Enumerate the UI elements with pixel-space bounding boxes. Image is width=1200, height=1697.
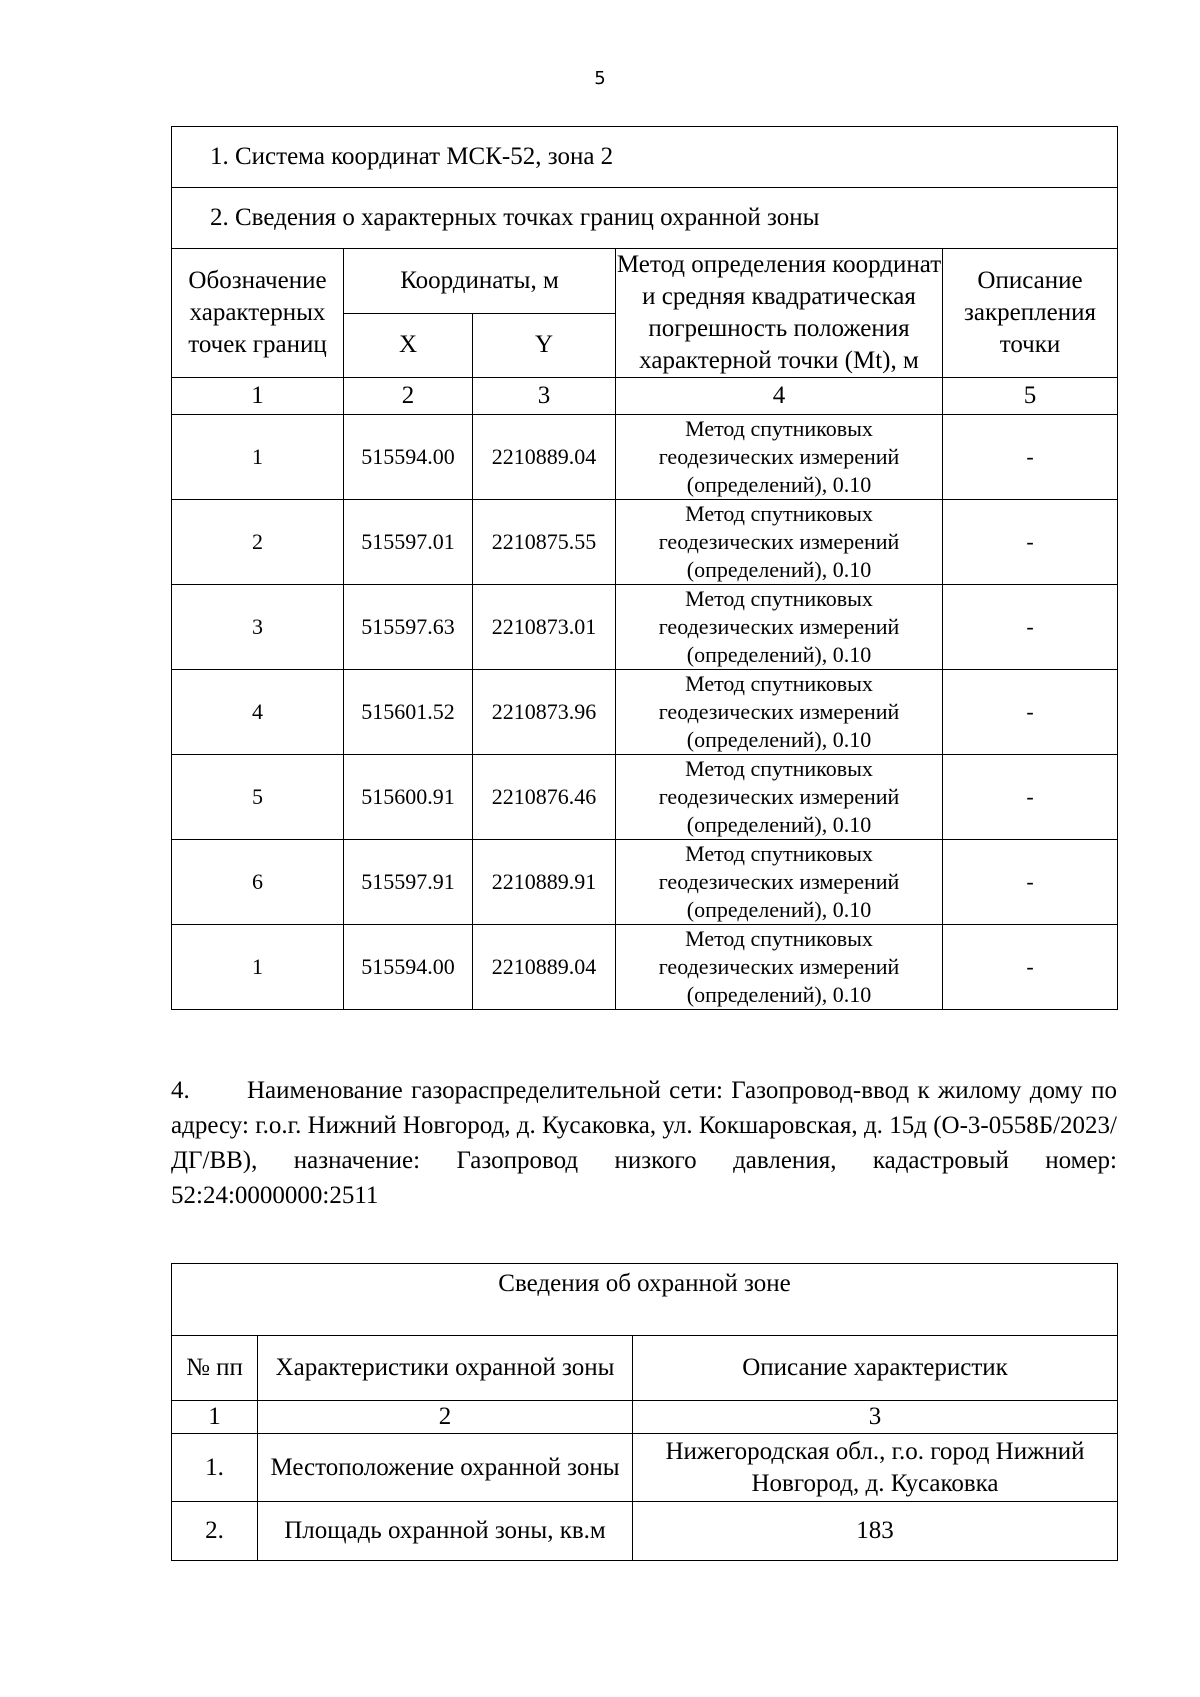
method-line: Метод спутниковых xyxy=(685,501,873,526)
method-line: (определений), 0.10 xyxy=(686,642,872,667)
table-row xyxy=(172,585,1118,670)
coord-y: 2210889.04 xyxy=(473,925,616,1010)
protection-zone-table xyxy=(171,1263,1118,1561)
method-line: геодезических измерений xyxy=(658,869,900,894)
boundary-points-heading: 2. Сведения о характерных точках границ охранной зоны xyxy=(172,188,1118,249)
header-x: X xyxy=(344,313,473,378)
point-id: 1 xyxy=(172,925,344,1010)
coord-x: 515594.00 xyxy=(344,925,473,1010)
method-line: Метод спутниковых xyxy=(685,756,873,781)
point-id: 3 xyxy=(172,585,344,670)
point-id: 1 xyxy=(172,415,344,500)
characteristic-name: Местоположение охранной зоны xyxy=(258,1434,633,1502)
characteristic-value: Нижегородская обл., г.о. город Нижний Новгород, д. Кусаковка xyxy=(633,1434,1118,1502)
table-row xyxy=(172,840,1118,925)
coord-x: 515594.00 xyxy=(344,415,473,500)
method-cell xyxy=(616,925,943,1010)
characteristic-name: Площадь охранной зоны, кв.м xyxy=(258,1502,633,1561)
coord-y: 2210875.55 xyxy=(473,500,616,585)
table-row xyxy=(172,755,1118,840)
fixing-description: - xyxy=(943,500,1118,585)
method-line: геодезических измерений xyxy=(658,444,900,469)
method-line: геодезических измерений xyxy=(658,529,900,554)
table-row xyxy=(172,500,1118,585)
method-line: геодезических измерений xyxy=(658,614,900,639)
coord-x: 515601.52 xyxy=(344,670,473,755)
page-number: 5 xyxy=(594,68,606,89)
fixing-description: - xyxy=(943,840,1118,925)
column-number: 2 xyxy=(344,378,473,415)
method-line: (определений), 0.10 xyxy=(686,897,872,922)
table-row xyxy=(172,670,1118,755)
point-id: 2 xyxy=(172,500,344,585)
coord-x: 515600.91 xyxy=(344,755,473,840)
paragraph-text: Наименование газораспределительной сети: Газопровод-ввод к жилому дому по адресу: г.о.г. Нижний Новгород, д. Кусаковка, ул. Кокшаровская, д. 15д (О-3-0558Б/2023/ДГ/ВВ), назначение: Газопровод низкого давления, кадастровый номер: 52:24:0000000:2511 xyxy=(171,1077,1117,1209)
header-designation: Обозначение характерных точек границ xyxy=(172,249,344,378)
column-number: 3 xyxy=(473,378,616,415)
header-description: Описание закрепления точки xyxy=(943,249,1118,378)
header-characteristics: Характеристики охранной зоны xyxy=(258,1336,633,1401)
characteristic-value: 183 xyxy=(633,1502,1118,1561)
fixing-description: - xyxy=(943,670,1118,755)
method-cell xyxy=(616,585,943,670)
fixing-description: - xyxy=(943,585,1118,670)
column-number: 5 xyxy=(943,378,1118,415)
method-line: Метод спутниковых xyxy=(685,416,873,441)
column-number: 4 xyxy=(616,378,943,415)
point-id: 6 xyxy=(172,840,344,925)
coord-x: 515597.01 xyxy=(344,500,473,585)
fixing-description: - xyxy=(943,415,1118,500)
zone-table-title: Сведения об охранной зоне xyxy=(172,1264,1118,1336)
column-number: 1 xyxy=(172,378,344,415)
table-row xyxy=(172,1502,1118,1561)
header-number: № пп xyxy=(172,1336,258,1401)
method-cell xyxy=(616,840,943,925)
table-row xyxy=(172,1434,1118,1502)
method-line: Метод спутниковых xyxy=(685,841,873,866)
header-method: Метод определения координат и средняя квадратическая погрешность положения характерной точки (Mt), м xyxy=(616,249,943,378)
column-number-row xyxy=(172,378,1118,415)
method-line: геодезических измерений xyxy=(658,699,900,724)
paragraph-number: 4. xyxy=(171,1077,190,1104)
method-cell xyxy=(616,670,943,755)
method-line: (определений), 0.10 xyxy=(686,727,872,752)
fixing-description: - xyxy=(943,925,1118,1010)
fixing-description: - xyxy=(943,755,1118,840)
header-coordinates: Координаты, м xyxy=(344,249,616,314)
coordinate-system-heading: 1. Система координат МСК-52, зона 2 xyxy=(172,127,1118,188)
method-line: (определений), 0.10 xyxy=(686,472,872,497)
method-line: (определений), 0.10 xyxy=(686,982,872,1007)
point-id: 4 xyxy=(172,670,344,755)
row-number: 2. xyxy=(172,1502,258,1561)
point-id: 5 xyxy=(172,755,344,840)
coord-y: 2210876.46 xyxy=(473,755,616,840)
coord-y: 2210889.04 xyxy=(473,415,616,500)
table-row xyxy=(172,415,1118,500)
coord-y: 2210873.96 xyxy=(473,670,616,755)
method-line: геодезических измерений xyxy=(658,954,900,979)
method-cell xyxy=(616,415,943,500)
boundary-points-table xyxy=(171,126,1118,1010)
header-characteristics-description: Описание характеристик xyxy=(633,1336,1118,1401)
coord-x: 515597.63 xyxy=(344,585,473,670)
column-number: 3 xyxy=(633,1401,1118,1434)
method-cell xyxy=(616,755,943,840)
coord-x: 515597.91 xyxy=(344,840,473,925)
column-number-row xyxy=(172,1401,1118,1434)
column-number: 2 xyxy=(258,1401,633,1434)
header-y: Y xyxy=(473,313,616,378)
method-line: Метод спутниковых xyxy=(685,586,873,611)
method-line: Метод спутниковых xyxy=(685,926,873,951)
method-line: геодезических измерений xyxy=(658,784,900,809)
column-number: 1 xyxy=(172,1401,258,1434)
method-line: Метод спутниковых xyxy=(685,671,873,696)
method-line: (определений), 0.10 xyxy=(686,557,872,582)
table-row xyxy=(172,925,1118,1010)
coord-y: 2210873.01 xyxy=(473,585,616,670)
coord-y: 2210889.91 xyxy=(473,840,616,925)
gas-network-paragraph xyxy=(171,1073,1117,1213)
method-line: (определений), 0.10 xyxy=(686,812,872,837)
row-number: 1. xyxy=(172,1434,258,1502)
method-cell xyxy=(616,500,943,585)
